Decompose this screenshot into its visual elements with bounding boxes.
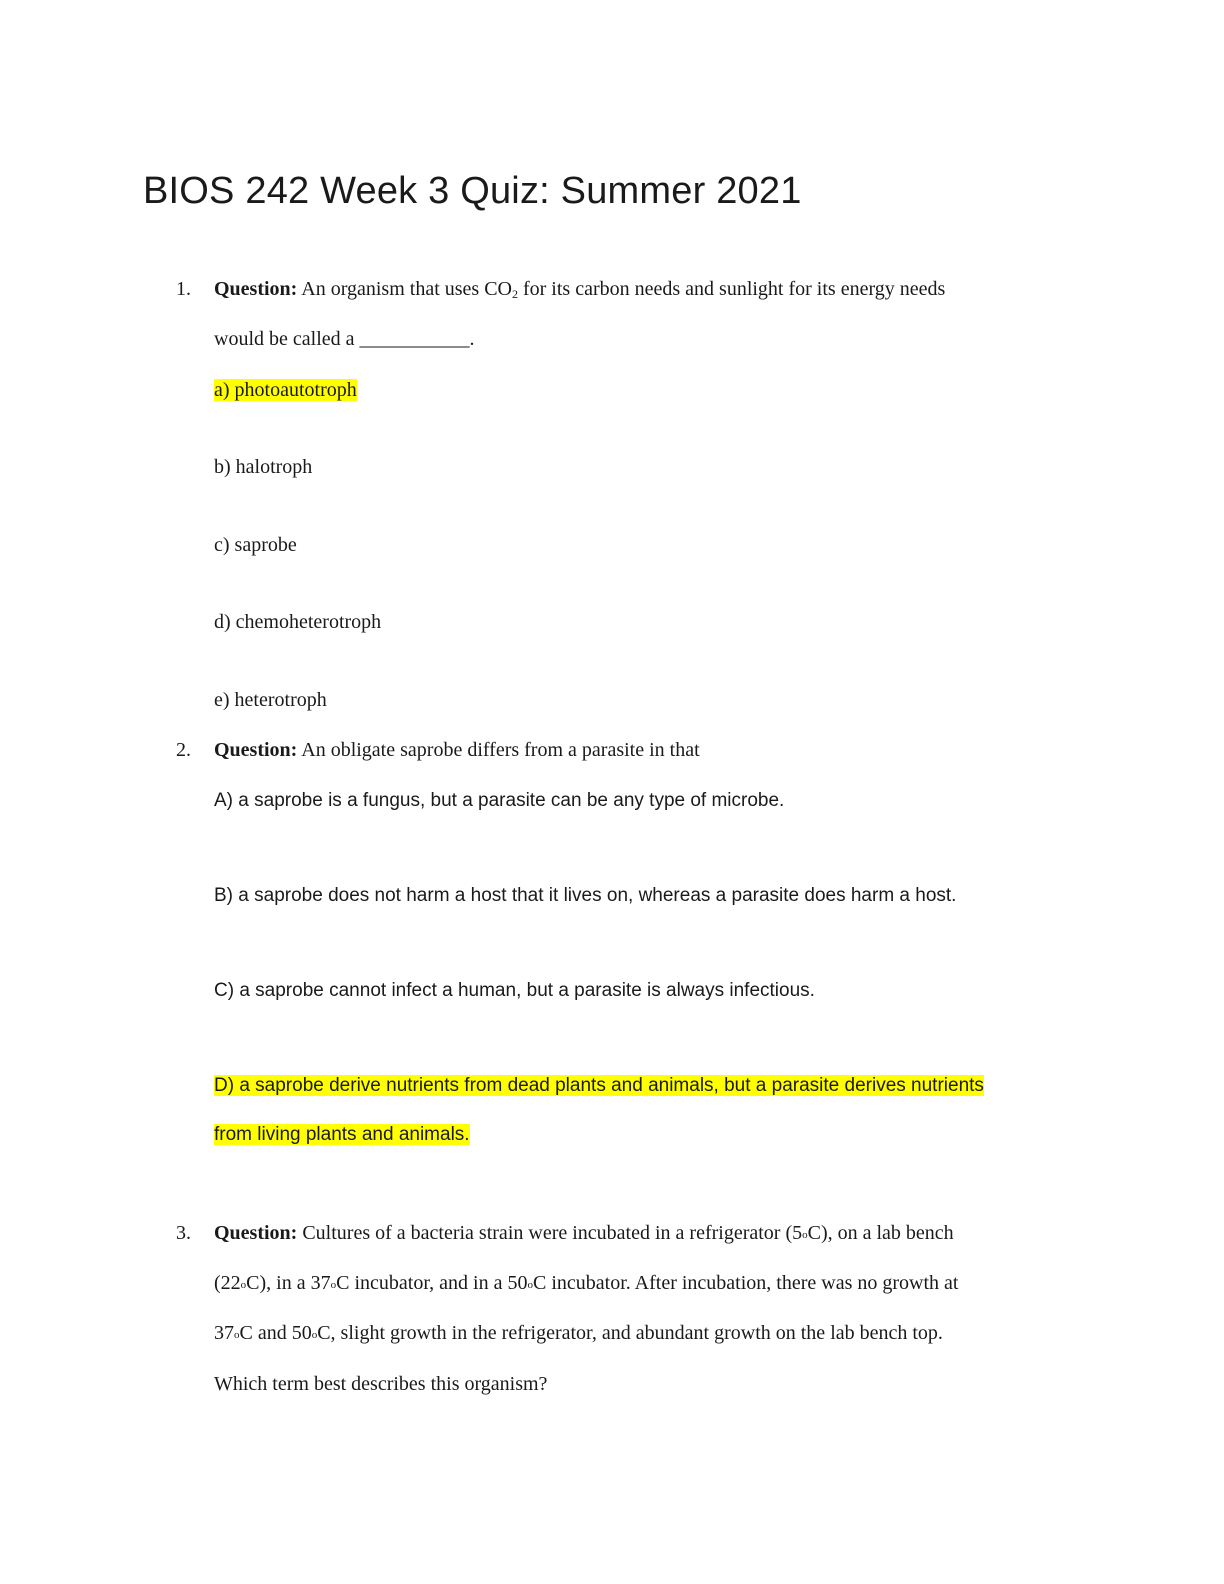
answer-option: C) a saprobe cannot infect a human, but a parasite is always infectious. bbox=[214, 980, 815, 1001]
text-part: C incubator. After incubation, there was no growth at bbox=[533, 1272, 959, 1294]
text-part: 37 bbox=[214, 1322, 234, 1344]
highlighted-answer: from living plants and animals. bbox=[214, 1124, 470, 1145]
degree-symbol: o bbox=[240, 1279, 247, 1291]
question-label: Question: bbox=[214, 739, 298, 761]
answer-option-continued bbox=[214, 1124, 470, 1146]
question-number: 1. bbox=[176, 278, 191, 300]
question-3-text-part: C), on a lab bench bbox=[807, 1222, 954, 1244]
question-number: 2. bbox=[176, 739, 191, 761]
question-2-text bbox=[214, 739, 700, 762]
page-title: BIOS 242 Week 3 Quiz: Summer 2021 bbox=[143, 170, 802, 212]
question-3-text-line3 bbox=[214, 1322, 943, 1345]
answer-option: B) a saprobe does not harm a host that it lives on, whereas a parasite does harm a host. bbox=[214, 885, 957, 906]
question-label: Question: bbox=[214, 278, 298, 300]
degree-symbol: o bbox=[234, 1329, 240, 1341]
highlighted-answer: a) photoautotroph bbox=[214, 379, 357, 401]
degree-symbol: o bbox=[527, 1279, 533, 1291]
question-3-text bbox=[214, 1222, 954, 1245]
question-3-text-part: Cultures of a bacteria strain were incubated in a refrigerator (5 bbox=[302, 1222, 803, 1244]
question-1-text-part: for its carbon needs and sunlight for its energy needs bbox=[517, 278, 946, 300]
text-part: C incubator, and in a 50 bbox=[336, 1272, 528, 1294]
answer-option: d) chemoheterotroph bbox=[214, 611, 382, 633]
answer-option: A) a saprobe is a fungus, but a parasite can be any type of microbe. bbox=[214, 790, 785, 811]
text-part: C, slight growth in the refrigerator, and abundant growth on the lab bench top. bbox=[317, 1322, 943, 1344]
answer-option: e) heterotroph bbox=[214, 689, 327, 711]
answer-option: b) halotroph bbox=[214, 456, 313, 478]
question-3-text-line4: Which term best describes this organism? bbox=[214, 1373, 548, 1395]
question-1-text-line2: would be called a ___________. bbox=[214, 328, 475, 350]
question-label: Question: bbox=[214, 1222, 298, 1244]
question-1-text bbox=[214, 278, 945, 301]
text-part: C), in a 37 bbox=[246, 1272, 331, 1294]
question-1-text-part: An organism that uses CO bbox=[301, 278, 512, 300]
question-number: 3. bbox=[176, 1222, 191, 1244]
highlighted-answer: D) a saprobe derive nutrients from dead plants and animals, but a parasite derives nutrients bbox=[214, 1075, 984, 1096]
subscript-2: 2 bbox=[511, 287, 518, 301]
question-3-text-line2 bbox=[214, 1272, 958, 1295]
degree-symbol: o bbox=[802, 1229, 808, 1241]
text-part: (22 bbox=[214, 1272, 241, 1294]
degree-symbol: o bbox=[330, 1279, 337, 1291]
text-part: C and 50 bbox=[239, 1322, 312, 1344]
degree-symbol: o bbox=[311, 1329, 318, 1341]
answer-option: c) saprobe bbox=[214, 534, 297, 556]
answer-option bbox=[214, 1075, 984, 1097]
question-2-text-part: An obligate saprobe differs from a parasite in that bbox=[301, 739, 700, 761]
answer-option bbox=[214, 379, 357, 402]
